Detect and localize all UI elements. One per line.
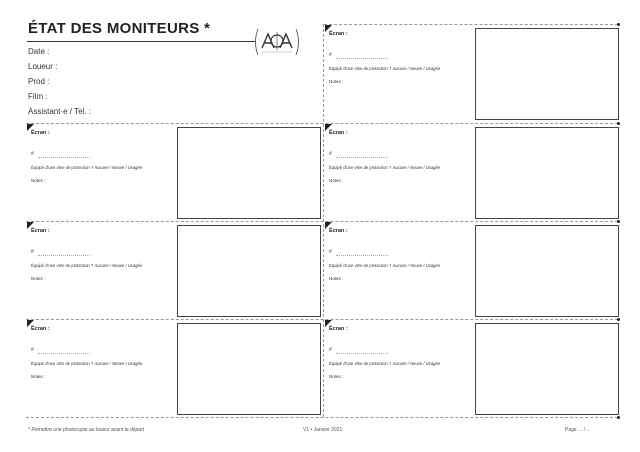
protection-question-text: Équipé d'une vitre de protection ? [31, 165, 94, 170]
grid-line-top [324, 24, 618, 25]
protection-options: Aucune / Neuve / Usagée [392, 66, 441, 71]
monitor-sketch-box[interactable] [475, 323, 619, 415]
monitor-number-line[interactable] [336, 58, 388, 59]
monitor-number-line[interactable] [38, 353, 90, 354]
title-rule [27, 41, 255, 42]
footer-note: * Remettre une photocopie au loueur avant le départ [28, 427, 145, 433]
date-label: Date : [28, 47, 50, 56]
protection-question [31, 361, 142, 366]
protection-options: Aucune / Neuve / Usagée [94, 263, 143, 268]
monitor-number-line[interactable] [336, 157, 388, 158]
aoa-logo-icon [252, 26, 302, 58]
notes-label: Notes : [31, 276, 46, 281]
monitor-sketch-box[interactable] [177, 127, 321, 219]
protection-question [329, 361, 440, 366]
ecran-label: Écran : [31, 228, 50, 234]
protection-question-text: Équipé d'une vitre de protection ? [329, 263, 392, 268]
protection-question [329, 165, 440, 170]
notes-label: Notes : [329, 374, 344, 379]
notes-label: Notes : [329, 79, 344, 84]
monitor-number-label: # [329, 52, 332, 58]
loueur-label: Loueur : [28, 62, 58, 71]
monitor-number-label: # [329, 347, 332, 353]
monitor-number-line[interactable] [336, 353, 388, 354]
corner-dot [617, 122, 620, 125]
grid-line-row1 [26, 123, 618, 124]
protection-options: Aucune / Neuve / Usagée [392, 165, 441, 170]
monitor-number-label: # [31, 347, 34, 353]
protection-question-text: Équipé d'une vitre de protection ? [31, 263, 94, 268]
notes-label: Notes : [31, 374, 46, 379]
ecran-label: Écran : [329, 31, 348, 37]
monitor-sketch-box[interactable] [475, 225, 619, 317]
grid-line-row2 [26, 221, 618, 222]
ecran-label: Écran : [31, 326, 50, 332]
page-title: ÉTAT DES MONITEURS * [28, 20, 211, 37]
protection-options: Aucune / Neuve / Usagée [392, 361, 441, 366]
protection-options: Aucune / Neuve / Usagée [392, 263, 441, 268]
monitor-sketch-box[interactable] [177, 323, 321, 415]
ecran-label: Écran : [31, 130, 50, 136]
ecran-label: Écran : [329, 228, 348, 234]
footer-page: Page ... / ... [565, 427, 591, 433]
protection-question [329, 263, 440, 268]
grid-line-middle [323, 24, 324, 417]
monitor-number-line[interactable] [336, 255, 388, 256]
monitor-number-line[interactable] [38, 157, 90, 158]
corner-dot [617, 220, 620, 223]
prod-label: Prod : [28, 77, 50, 86]
monitor-sketch-box[interactable] [177, 225, 321, 317]
protection-question-text: Équipé d'une vitre de protection ? [329, 361, 392, 366]
monitor-number-line[interactable] [38, 255, 90, 256]
protection-options: Aucune / Neuve / Usagée [94, 165, 143, 170]
ecran-label: Écran : [329, 326, 348, 332]
monitor-number-label: # [329, 249, 332, 255]
protection-question-text: Équipé d'une vitre de protection ? [329, 165, 392, 170]
protection-question [329, 66, 440, 71]
notes-label: Notes : [329, 178, 344, 183]
film-label: Film : [28, 92, 48, 101]
protection-question [31, 165, 142, 170]
corner-dot [617, 416, 620, 419]
footer-version: V1 • Janvier 2021 [303, 427, 343, 433]
protection-question-text: Équipé d'une vitre de protection ? [329, 66, 392, 71]
grid-line-row3 [26, 319, 618, 320]
protection-question [31, 263, 142, 268]
grid-line-bottom [26, 417, 618, 418]
monitor-number-label: # [329, 151, 332, 157]
notes-label: Notes : [31, 178, 46, 183]
protection-question-text: Équipé d'une vitre de protection ? [31, 361, 94, 366]
monitor-number-label: # [31, 151, 34, 157]
monitor-sketch-box[interactable] [475, 28, 619, 120]
corner-dot [617, 318, 620, 321]
monitor-sketch-box[interactable] [475, 127, 619, 219]
protection-options: Aucune / Neuve / Usagée [94, 361, 143, 366]
corner-dot [617, 23, 620, 26]
notes-label: Notes : [329, 276, 344, 281]
ecran-label: Écran : [329, 130, 348, 136]
monitor-number-label: # [31, 249, 34, 255]
assistant-label: Assistant·e / Tel. : [28, 107, 91, 116]
